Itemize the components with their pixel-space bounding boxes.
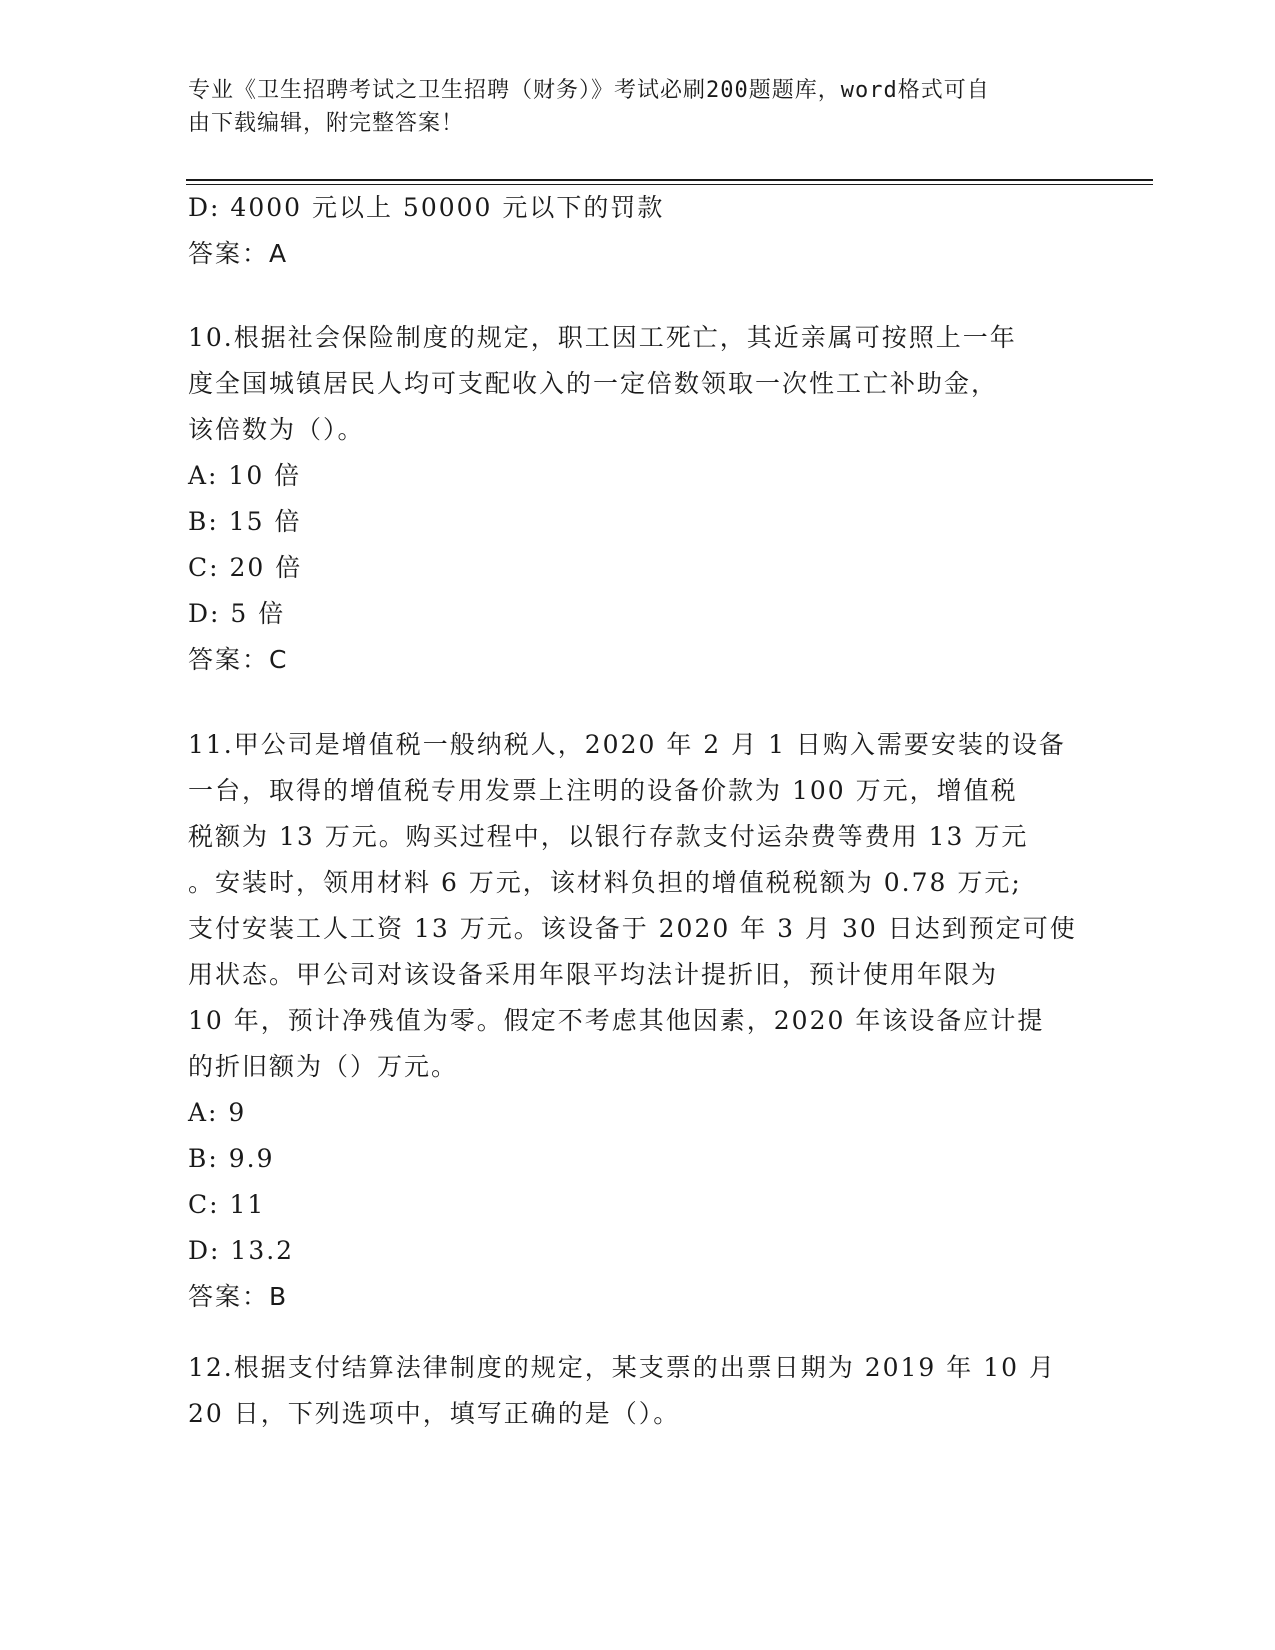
answer-line: 答案：A bbox=[188, 239, 289, 268]
question-text-line: 。安装时，领用材料 6 万元，该材料负担的增值税税额为 0.78 万元; bbox=[188, 868, 1022, 897]
question-11 bbox=[188, 722, 1088, 1320]
option-d: D: 13.2 bbox=[188, 1236, 295, 1265]
option-d: D: 5 倍 bbox=[188, 599, 286, 628]
question-text-line: 20 日，下列选项中，填写正确的是（）。 bbox=[188, 1399, 681, 1428]
question-text-line: 用状态。甲公司对该设备采用年限平均法计提折旧，预计使用年限为 bbox=[188, 960, 999, 989]
question-text-line: 10 年，预计净残值为零。假定不考虑其他因素，2020 年该设备应计提 bbox=[188, 1006, 1045, 1035]
answer-line: 答案：B bbox=[188, 1282, 289, 1311]
option-c: C: 11 bbox=[188, 1190, 266, 1219]
option-c: C: 20 倍 bbox=[188, 553, 303, 582]
question-10 bbox=[188, 315, 1088, 683]
question-text-line: 的折旧额为（）万元。 bbox=[188, 1052, 459, 1081]
question-text-line: 税额为 13 万元。购买过程中，以银行存款支付运杂费等费用 13 万元 bbox=[188, 822, 1029, 851]
question-text-line: 12.根据支付结算法律制度的规定，某支票的出票日期为 2019 年 10 月 bbox=[188, 1353, 1056, 1382]
question-text-line: 支付安装工人工资 13 万元。该设备于 2020 年 3 月 30 日达到预定可使 bbox=[188, 914, 1077, 943]
header-line-2: 由下载编辑，附完整答案！ bbox=[188, 111, 465, 136]
question-12 bbox=[188, 1345, 1088, 1437]
option-a: A: 9 bbox=[188, 1098, 247, 1127]
header-line-1: 专业《卫生招聘考试之卫生招聘（财务）》考试必刷200题题库，word格式可自 bbox=[188, 78, 990, 103]
option-a: A: 10 倍 bbox=[188, 461, 302, 490]
option-b: B: 15 倍 bbox=[188, 507, 302, 536]
page-header bbox=[188, 74, 1088, 140]
question-text-line: 度全国城镇居民人均可支配收入的一定倍数领取一次性工亡补助金， bbox=[188, 369, 999, 398]
question-text-line: 11.甲公司是增值税一般纳税人，2020 年 2 月 1 日购入需要安装的设备 bbox=[188, 730, 1066, 759]
prev-question-tail bbox=[188, 185, 1088, 277]
question-text-line: 该倍数为（）。 bbox=[188, 415, 365, 444]
option-d: D: 4000 元以上 50000 元以下的罚款 bbox=[188, 193, 665, 222]
question-text-line: 10.根据社会保险制度的规定，职工因工死亡，其近亲属可按照上一年 bbox=[188, 323, 1017, 352]
option-b: B: 9.9 bbox=[188, 1144, 275, 1173]
answer-line: 答案：C bbox=[188, 645, 289, 674]
header-rule-thick bbox=[186, 179, 1153, 181]
question-text-line: 一台，取得的增值税专用发票上注明的设备价款为 100 万元，增值税 bbox=[188, 776, 1018, 805]
